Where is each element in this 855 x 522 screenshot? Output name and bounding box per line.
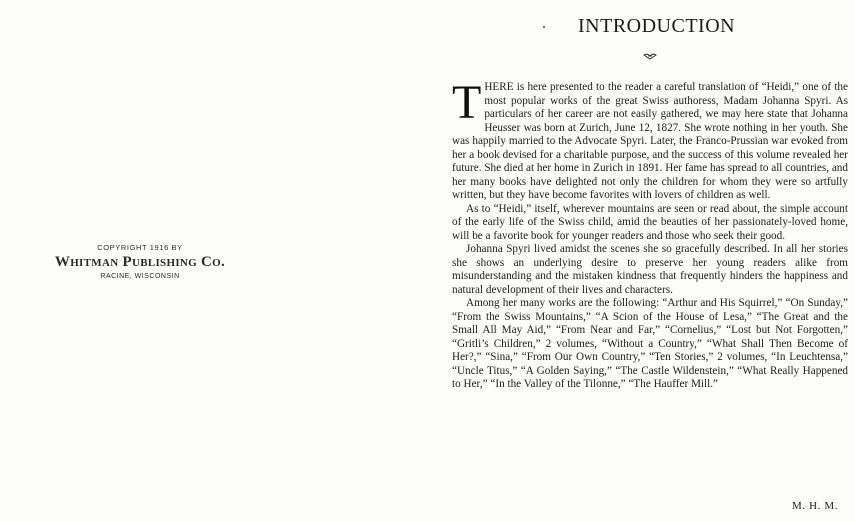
paragraph-1 bbox=[452, 76, 848, 203]
publisher-location: RACINE, WISCONSIN bbox=[100, 273, 180, 280]
page-speck bbox=[543, 26, 545, 28]
copyright-line: COPYRIGHT 1916 BY bbox=[97, 243, 183, 252]
drop-cap: T bbox=[452, 76, 482, 129]
paragraph-1-text: HERE is here presented to the reader a careful translation of “Heidi,” one of the most popular works of the great Swiss authoress, Madam Johanna Spyri. As particulars of her career are not easily gathered, we may here state that Johanna Heusser was born at Zurich, June 12, 1827. She wrote nothing in her youth. She was happily married to the Advocate Spyri. Later, the Franco-Prussian war evoked from her a book devised for a charitable purpose, and the success of this volume revealed her future. She died at her home in Zurich in 1891. Her fame has spread to all countries, and her many books have delighted not only the children for whom they were so artfully written, but they have become favorites with lovers of children as well. bbox=[452, 81, 848, 201]
paragraph-3: Johanna Spyri lived amidst the scenes she so gracefully described. In all her stories she shows an underlying desire to preserve her young readers alike from misunderstanding and the mistaken kindness that frequently hinders the happiness and natural development of their lives and characters. bbox=[452, 243, 848, 296]
paragraph-4: Among her many works are the following: “Arthur and His Squirrel,” “On Sunday,” “From the Swiss Mountains,” “A Scion of the House of Lesa,” “The Great and the Small All May Aid,” “From Near and Far,” “Cornelius,” “Lost but Not Forgotten,” “Gritli’s Children,” 2 volumes, “Without a Country,” “What Shall Then Become of Her?,” “Sina,” “From Our Own Country,” “Ten Stories,” 2 volumes, “In Leuchtensa,” “Uncle Titus,” “A Golden Saying,” “The Castle Wildenstein,” “What Really Happened to Her,” “In the Valley of the Tilonne,” “The Hauffer Mill.” bbox=[452, 297, 848, 390]
author-initials: M. H. M. bbox=[792, 500, 839, 512]
ornament-icon bbox=[643, 52, 657, 60]
publisher-name: Whitman Publishing Co. bbox=[54, 254, 226, 270]
paragraph-2: As to “Heidi,” itself, wherever mountains are seen or read about, the simple account of the early life of the Swiss child, amid the beauties of her passionately-loved home, will be a favorite book for younger readers and those who seek their good. bbox=[452, 202, 848, 242]
introduction-body bbox=[452, 76, 848, 392]
chapter-title: INTRODUCTION bbox=[578, 15, 736, 37]
publisher-imprint bbox=[40, 243, 240, 282]
